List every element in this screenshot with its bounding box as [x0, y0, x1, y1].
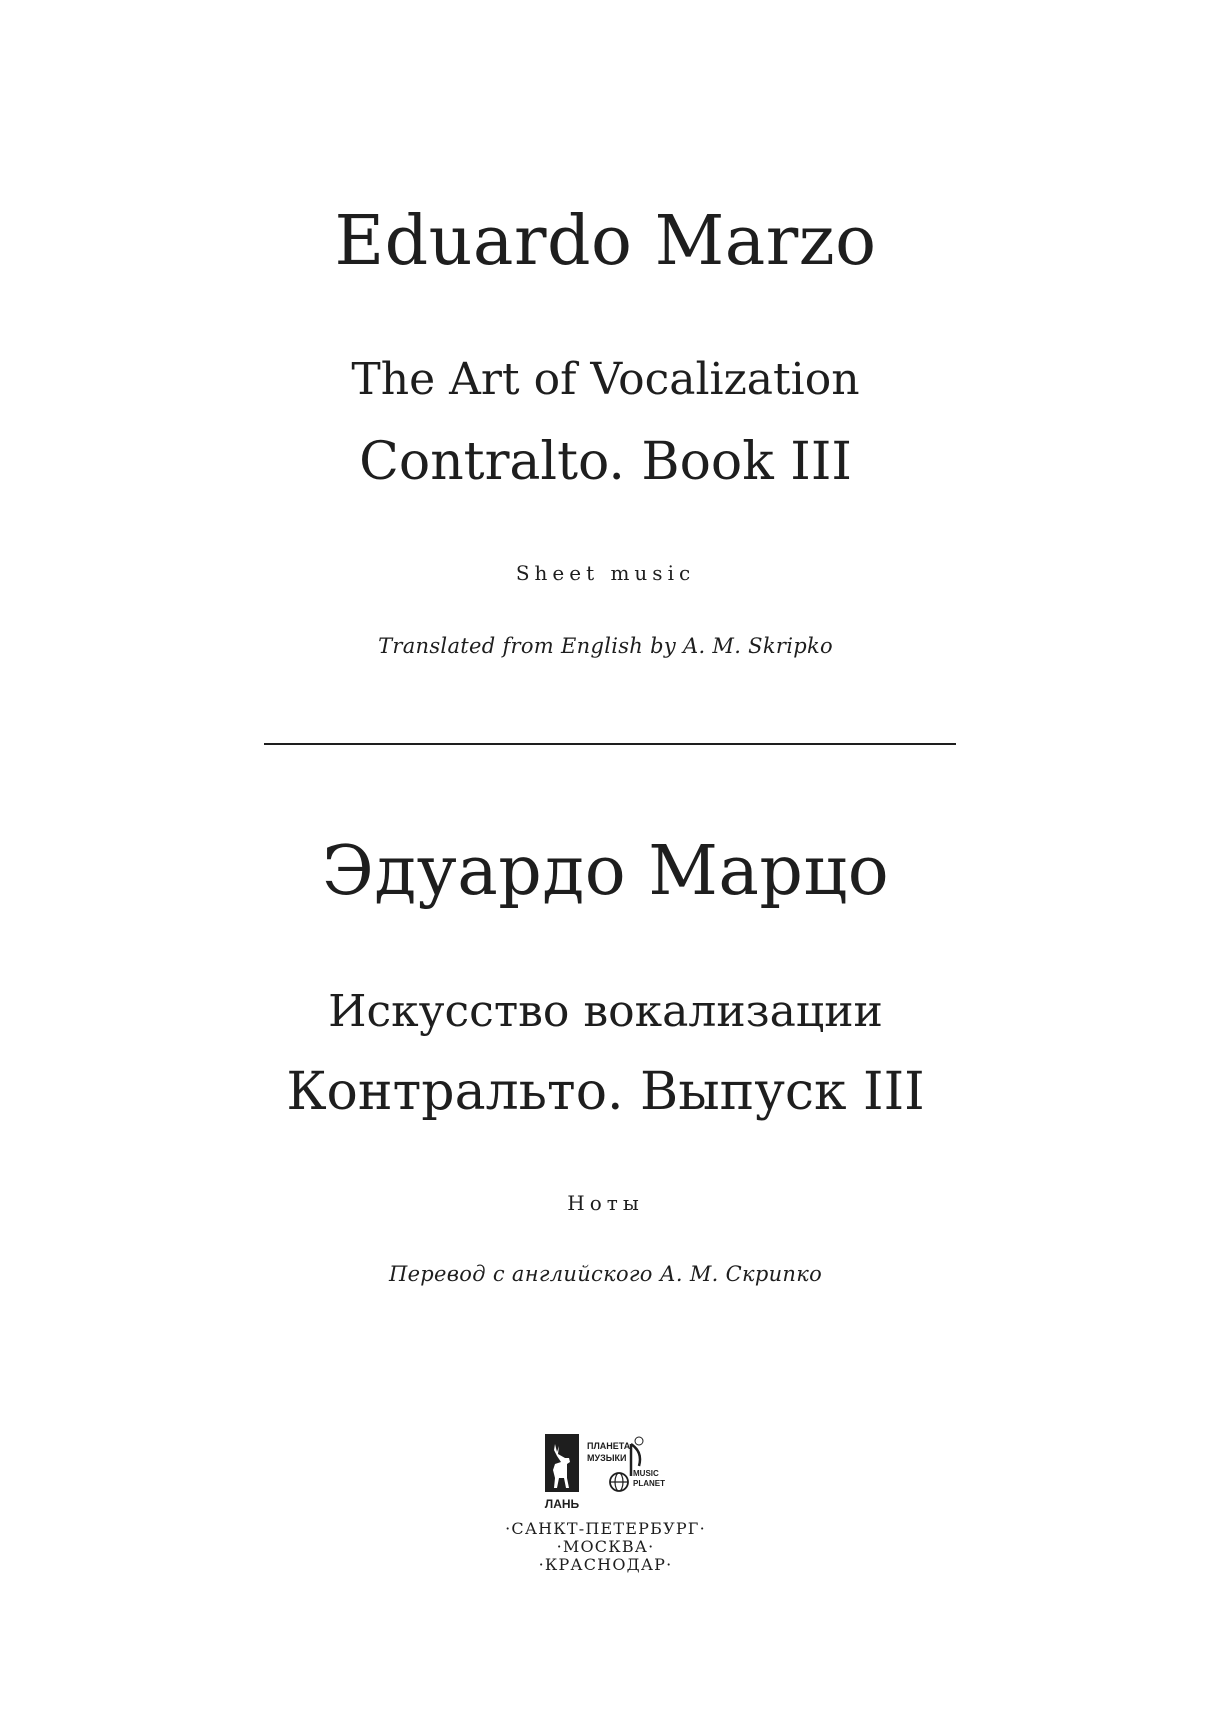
book-title-russian: Искусство вокализации: [328, 986, 883, 1037]
genre-russian: Ноты: [567, 1191, 644, 1215]
author-name-russian: Эдуардо Марцо: [321, 832, 890, 911]
globe-icon: [610, 1473, 628, 1491]
genre-english: Sheet music: [515, 561, 696, 585]
translator-credit-russian: Перевод с английского А. М. Скрипко: [388, 1262, 823, 1286]
logo-muzyki-text: МУЗЫКИ: [587, 1453, 627, 1463]
divider-rule: [264, 743, 956, 745]
author-name-english: Eduardo Marzo: [334, 202, 877, 281]
lan-deer-logo-icon: [545, 1434, 579, 1492]
publisher-city-1: ·САНКТ-ПЕТЕРБУРГ·: [505, 1519, 706, 1538]
publisher-city-2: ·МОСКВА·: [556, 1537, 655, 1556]
book-title-english: The Art of Vocalization: [351, 354, 860, 405]
publisher-city-3: ·КРАСНОДАР·: [538, 1555, 673, 1574]
publisher-logo: [543, 1432, 683, 1514]
book-subtitle-english: Contralto. Book III: [359, 432, 852, 492]
translator-credit-english: Translated from English by A. M. Skripko: [378, 634, 833, 658]
logo-planet-text: PLANET: [633, 1479, 665, 1488]
book-subtitle-russian: Контральто. Выпуск III: [286, 1062, 925, 1122]
logo-planeta-text: ПЛАНЕТА: [587, 1441, 631, 1451]
logo-lan-text: ЛАНЬ: [544, 1497, 580, 1511]
logo-music-text: MUSIC: [633, 1469, 659, 1478]
